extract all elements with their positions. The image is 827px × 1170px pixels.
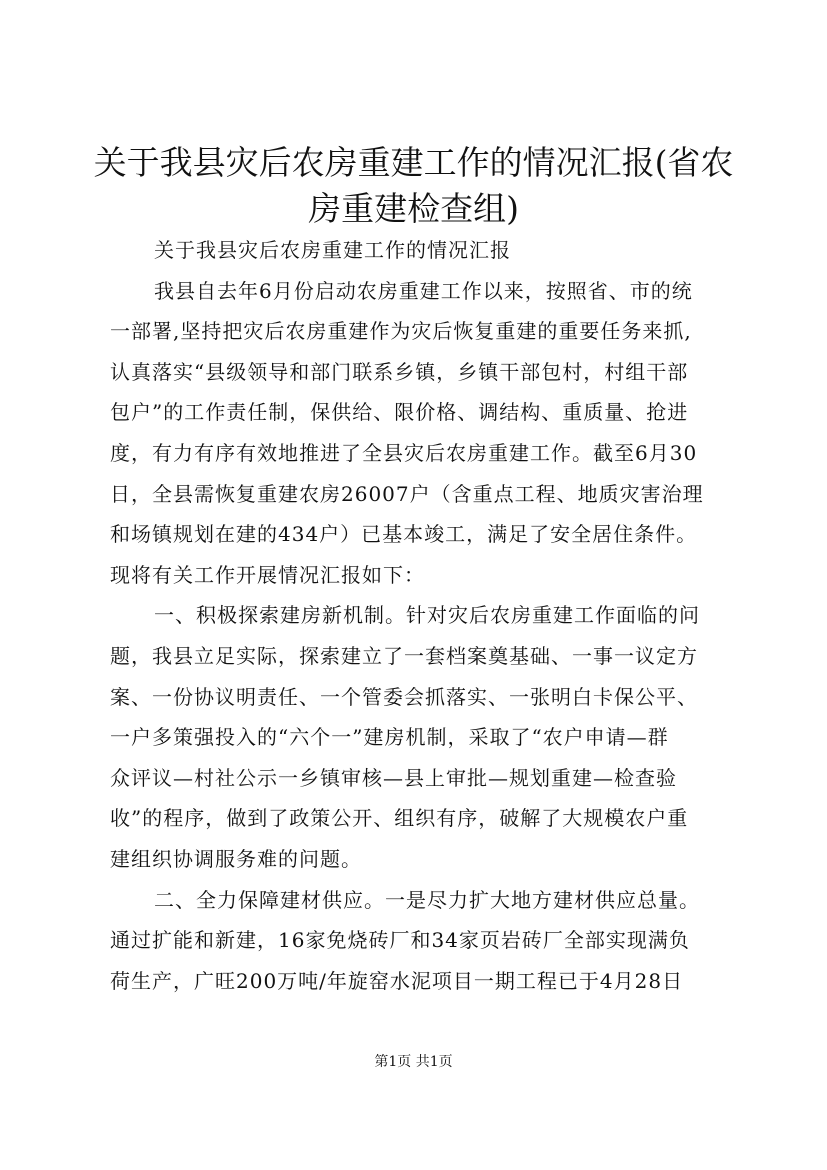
paragraph-line: 认真落实“县级领导和部门联系乡镇，乡镇干部包村，村组干部 [110,359,689,384]
paragraph-line: 众评议—村社公示一乡镇审核—县上审批—规划重建—检查验 [110,765,677,790]
paragraph-line: 案、一份协议明责任、一个管委会抓落实、一张明白卡保公平、 [110,684,698,709]
document-title [40,140,787,232]
paragraph-line: 题，我县立足实际，探索建立了一套档案奠基础、一事一议定方 [110,643,698,668]
paragraph-line: 现将有关工作开展情况汇报如下： [110,562,425,587]
paragraph-line: 一部署,坚持把灾后农房重建作为灾后恢复重建的重要任务来抓, [110,319,692,344]
paragraph-line: 通过扩能和新建，16家免烧砖厂和34家页岩砖厂全部实现满负 [110,928,690,953]
section-heading-line: 一、积极探索建房新机制。针对灾后农房重建工作面临的问 [154,603,700,628]
paragraph-line: 荷生产，广旺200万吨/年旋窑水泥项目一期工程已于4月28日 [110,968,684,993]
paragraph-line: 收”的程序，做到了政策公开、组织有序，破解了大规模农户重 [110,806,689,831]
paragraph-line: 一户多策强投入的“六个一”建房机制，采取了“农户申请—群 [110,725,669,750]
title-line-2: 房重建检查组) [308,189,519,228]
paragraph-line: 我县自去年6月份启动农房重建工作以来，按照省、市的统 [154,278,693,303]
document-body [110,230,730,1001]
subtitle-line: 关于我县灾后农房重建工作的情况汇报 [154,238,511,262]
paragraph-line: 日，全县需恢复重建农房26007户（含重点工程、地质灾害治理 [110,481,704,506]
paragraph-line: 和场镇规划在建的434户）已基本竣工，满足了安全居住条件。 [110,522,698,547]
page-footer: 第1页 共1页 [374,1054,453,1070]
paragraph-line: 建组织协调服务难的问题。 [110,846,362,871]
paragraph-line: 包户”的工作责任制，保供给、限价格、调结构、重质量、抢进 [110,400,689,425]
paragraph-line: 度，有力有序有效地推进了全县灾后农房重建工作。截至6月30 [110,440,698,465]
title-line-1: 关于我县灾后农房重建工作的情况汇报(省农 [93,143,734,182]
section-heading-line: 二、全力保障建材供应。一是尽力扩大地方建材供应总量。 [154,887,700,912]
